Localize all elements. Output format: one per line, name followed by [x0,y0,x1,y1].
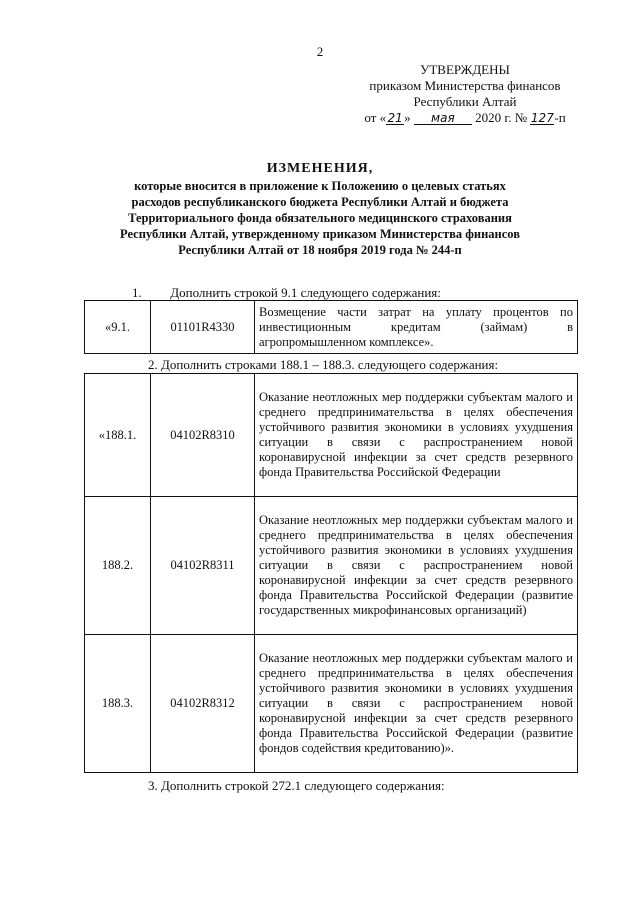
section-number: 2. [148,357,158,372]
table-row [85,497,578,635]
order-number: 127 [530,111,554,125]
row-description: Оказание неотложных мер поддержки субъектам малого и среднего предпринимательства в целях обеспечения устойчивого развития экономики в условиях ухудшения ситуации в связи с распространением новой коронавирусной инфекции за счет средств резервного фонда Правительства Российской Федерации (развитие фондов содействия кредитованию)». [255,635,578,773]
row-code: 04102R8310 [151,374,255,497]
table-row [85,635,578,773]
section-text: Дополнить строками 188.1 – 188.3. следующего содержания: [161,357,499,372]
approval-block [330,62,600,126]
table-row [85,374,578,497]
document-title: ИЗМЕНЕНИЯ, [266,161,374,176]
row-number: «188.1. [85,374,151,497]
row-number: 188.3. [85,635,151,773]
row-number: «9.1. [85,301,151,354]
section-3 [148,778,445,794]
approval-line-1: приказом Министерства финансов [369,78,561,93]
order-number-suffix: -п [554,110,566,125]
table-row [85,301,578,354]
table-rows-9-1 [84,300,578,354]
section-text: Дополнить строкой 9.1 следующего содержания: [170,285,441,300]
document-subtitle [90,178,550,258]
section-2 [148,357,498,373]
section-number: 1. [132,285,142,300]
subtitle-line: которые вносится в приложение к Положению о целевых статьях [134,179,506,193]
page-number: 2 [316,44,324,59]
row-description: Оказание неотложных мер поддержки субъектам малого и среднего предпринимательства в целях обеспечения устойчивого развития экономики в условиях ухудшения ситуации в связи с распространением новой коронавирусной инфекции за счет средств резервного фонда Правительства Российской Федерации (развитие государственных микрофинансовых организаций) [255,497,578,635]
approval-line-2: Республики Алтай [413,94,517,109]
subtitle-line: Территориального фонда обязательного медицинского страхования [128,211,512,225]
row-description: Оказание неотложных мер поддержки субъектам малого и среднего предпринимательства в целях обеспечения устойчивого развития экономики в условиях ухудшения ситуации в связи с распространением новой коронавирусной инфекции за счет средств резервного фонда Правительства Российской Федерации [255,374,578,497]
date-month: мая [414,112,472,125]
section-text: Дополнить строкой 272.1 следующего содержания: [161,778,445,793]
section-number: 3. [148,778,158,793]
row-number: 188.2. [85,497,151,635]
date-day: 21 [387,111,403,125]
date-mid: » [404,110,411,125]
subtitle-line: Республики Алтай от 18 ноября 2019 года № 244-п [178,243,462,257]
row-description: Возмещение части затрат на уплату процентов по инвестиционным кредитам (займам) в агропромышленном комплексе». [255,301,578,354]
approval-date-line [330,110,600,126]
approval-title: УТВЕРЖДЕНЫ [420,62,510,77]
subtitle-line: расходов республиканского бюджета Республики Алтай и бюджета [131,195,509,209]
table-rows-188 [84,373,578,773]
row-code: 04102R8311 [151,497,255,635]
row-code: 01101R4330 [151,301,255,354]
section-1 [132,285,441,301]
subtitle-line: Республики Алтай, утвержденному приказом Министерства финансов [120,227,520,241]
date-suffix: 2020 г. № [475,110,528,125]
date-prefix: от « [364,110,387,125]
row-code: 04102R8312 [151,635,255,773]
